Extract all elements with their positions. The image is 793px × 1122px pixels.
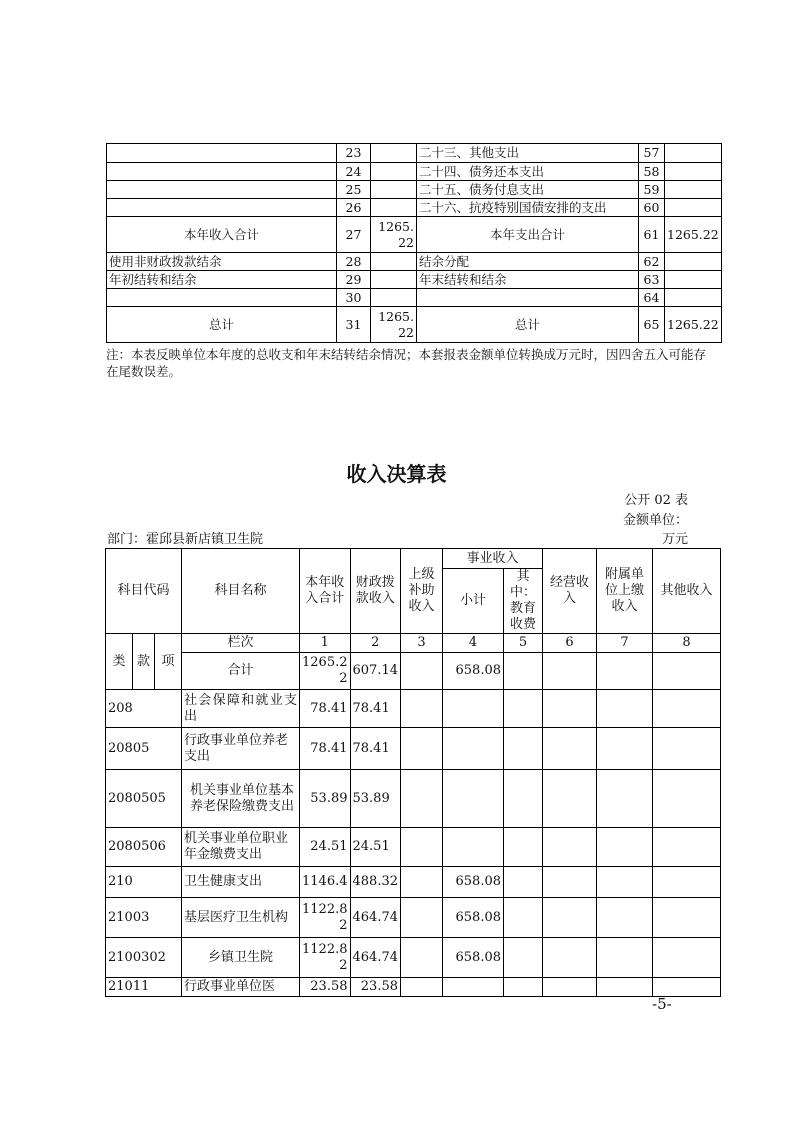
right-value (665, 289, 722, 307)
row-code: 21003 (106, 898, 182, 938)
header-lei: 类 (106, 634, 133, 690)
left-line-no: 24 (337, 163, 371, 181)
row-subtotal: 658.08 (443, 938, 504, 978)
row-name: 基层医疗卫生机构 (182, 898, 300, 938)
header-edu: 其中：教育收费 (504, 569, 543, 634)
row-name: 卫生健康支出 (182, 867, 300, 898)
left-label: 使用非财政拨款结余 (107, 253, 337, 271)
column-number: 8 (653, 634, 721, 653)
page-number: -5- (652, 995, 672, 1013)
left-label (107, 181, 337, 199)
row-code: 210 (106, 867, 182, 898)
left-line-no: 25 (337, 181, 371, 199)
right-label: 二十五、债务付息支出 (417, 181, 639, 199)
header-fiscal: 财政拨款收入 (350, 549, 401, 634)
header-operating: 经营收入 (543, 549, 597, 634)
left-value (371, 144, 417, 163)
row-name: 合计 (182, 653, 300, 690)
right-line-no: 64 (639, 289, 665, 307)
column-label: 栏次 (182, 634, 300, 653)
income-table (105, 548, 721, 997)
left-label: 本年收入合计 (107, 217, 337, 253)
row-subtotal (443, 728, 504, 770)
right-label: 二十四、债务还本支出 (417, 163, 639, 181)
left-value (371, 271, 417, 289)
row-subtotal: 658.08 (443, 653, 504, 690)
row-fiscal: 488.32 (350, 867, 401, 898)
header-superior: 上级补助收入 (401, 549, 443, 634)
row-fiscal: 78.41 (350, 728, 401, 770)
left-line-no: 23 (337, 144, 371, 163)
column-number-row (106, 634, 721, 653)
row-fiscal: 53.89 (350, 770, 401, 828)
left-label: 总计 (107, 307, 337, 343)
row-total: 1122.82 (300, 898, 351, 938)
header-other: 其他收入 (653, 549, 721, 634)
table-row (106, 938, 721, 978)
header-business: 事业收入 (443, 549, 543, 569)
row-total: 24.51 (300, 828, 351, 867)
row-total: 53.89 (300, 770, 351, 828)
right-value (665, 253, 722, 271)
row-total: 78.41 (300, 728, 351, 770)
left-value: 1265.22 (371, 217, 417, 253)
right-line-no: 58 (639, 163, 665, 181)
left-value (371, 163, 417, 181)
left-line-no: 29 (337, 271, 371, 289)
table-row (106, 978, 721, 997)
header-kuan: 款 (133, 634, 155, 690)
row-subtotal: 658.08 (443, 898, 504, 938)
right-value (665, 271, 722, 289)
row-code: 2080505 (106, 770, 182, 828)
right-value (665, 163, 722, 181)
table-row (107, 289, 722, 307)
total-row (106, 653, 721, 690)
left-value (371, 289, 417, 307)
header-subtotal: 小计 (443, 569, 504, 634)
table-row (106, 728, 721, 770)
row-code: 2080506 (106, 828, 182, 867)
column-number: 6 (543, 634, 597, 653)
row-total: 23.58 (300, 978, 351, 997)
right-label: 二十六、抗疫特别国债安排的支出 (417, 199, 639, 217)
left-line-no: 26 (337, 199, 371, 217)
right-label: 年末结转和结余 (417, 271, 639, 289)
right-value: 1265.22 (665, 217, 722, 253)
unit-value: 万元 (661, 532, 688, 547)
row-name: 机关事业单位基本养老保险缴费支出 (182, 770, 300, 828)
row-name: 社会保障和就业支出 (182, 690, 300, 728)
right-label: 本年支出合计 (417, 217, 639, 253)
row-name: 乡镇卫生院 (182, 938, 300, 978)
left-label (107, 199, 337, 217)
table-note: 注：本表反映单位本年度的总收支和年末结转结余情况；本套报表金额单位转换成万元时，因四舍五入可能存在尾数误差。 (106, 347, 707, 379)
right-line-no: 62 (639, 253, 665, 271)
column-number: 2 (350, 634, 401, 653)
right-value: 1265.22 (665, 307, 722, 343)
left-label (107, 289, 337, 307)
table-row (107, 217, 722, 253)
header-total: 本年收入合计 (300, 549, 351, 634)
left-label: 年初结转和结余 (107, 271, 337, 289)
table-row (107, 271, 722, 289)
row-code: 20805 (106, 728, 182, 770)
right-label: 二十三、其他支出 (417, 144, 639, 163)
row-fiscal: 78.41 (350, 690, 401, 728)
left-line-no: 31 (337, 307, 371, 343)
row-subtotal (443, 690, 504, 728)
row-fiscal: 464.74 (350, 898, 401, 938)
page-title: 收入决算表 (346, 462, 447, 486)
row-total: 1122.82 (300, 938, 351, 978)
left-value (371, 253, 417, 271)
right-label: 结余分配 (417, 253, 639, 271)
form-number: 公开 02 表 (624, 493, 688, 508)
table-row (107, 307, 722, 343)
balance-table (106, 143, 722, 343)
row-total: 1265.22 (300, 653, 351, 690)
department: 部门：霍邱县新店镇卫生院 (107, 532, 264, 547)
row-fiscal: 23.58 (350, 978, 401, 997)
right-label: 总计 (417, 307, 639, 343)
left-line-no: 28 (337, 253, 371, 271)
header-xiang: 项 (155, 634, 182, 690)
right-value (665, 144, 722, 163)
row-fiscal: 464.74 (350, 938, 401, 978)
right-label (417, 289, 639, 307)
left-value (371, 181, 417, 199)
left-label (107, 144, 337, 163)
table-row (107, 144, 722, 163)
row-name: 机关事业单位职业年金缴费支出 (182, 828, 300, 867)
row-code: 2100302 (106, 938, 182, 978)
right-line-no: 60 (639, 199, 665, 217)
row-subtotal (443, 770, 504, 828)
row-subtotal: 658.08 (443, 867, 504, 898)
right-line-no: 59 (639, 181, 665, 199)
row-subtotal (443, 828, 504, 867)
row-subtotal (443, 978, 504, 997)
header-name: 科目名称 (182, 549, 300, 634)
column-number: 5 (504, 634, 543, 653)
column-number: 4 (443, 634, 504, 653)
header-row (106, 549, 721, 569)
table-row (107, 163, 722, 181)
left-line-no: 30 (337, 289, 371, 307)
column-number: 3 (401, 634, 443, 653)
left-label (107, 163, 337, 181)
header-code: 科目代码 (106, 549, 182, 634)
left-line-no: 27 (337, 217, 371, 253)
row-name: 行政事业单位养老支出 (182, 728, 300, 770)
right-line-no: 61 (639, 217, 665, 253)
header-affiliated: 附属单位上缴收入 (597, 549, 653, 634)
left-value: 1265.22 (371, 307, 417, 343)
row-total: 1146.4 (300, 867, 351, 898)
column-number: 1 (300, 634, 351, 653)
table-row (107, 253, 722, 271)
row-fiscal: 24.51 (350, 828, 401, 867)
right-line-no: 63 (639, 271, 665, 289)
table-row (106, 898, 721, 938)
left-value (371, 199, 417, 217)
table-row (106, 690, 721, 728)
right-line-no: 57 (639, 144, 665, 163)
table-row (106, 828, 721, 867)
row-name: 行政事业单位医 (182, 978, 300, 997)
table-row (107, 181, 722, 199)
unit-label: 金额单位： (622, 513, 688, 528)
row-code: 208 (106, 690, 182, 728)
column-number: 7 (597, 634, 653, 653)
row-total: 78.41 (300, 690, 351, 728)
table-row (106, 770, 721, 828)
table-row (106, 867, 721, 898)
right-line-no: 65 (639, 307, 665, 343)
row-code: 21011 (106, 978, 182, 997)
row-fiscal: 607.14 (350, 653, 401, 690)
right-value (665, 181, 722, 199)
table-row (107, 199, 722, 217)
right-value (665, 199, 722, 217)
